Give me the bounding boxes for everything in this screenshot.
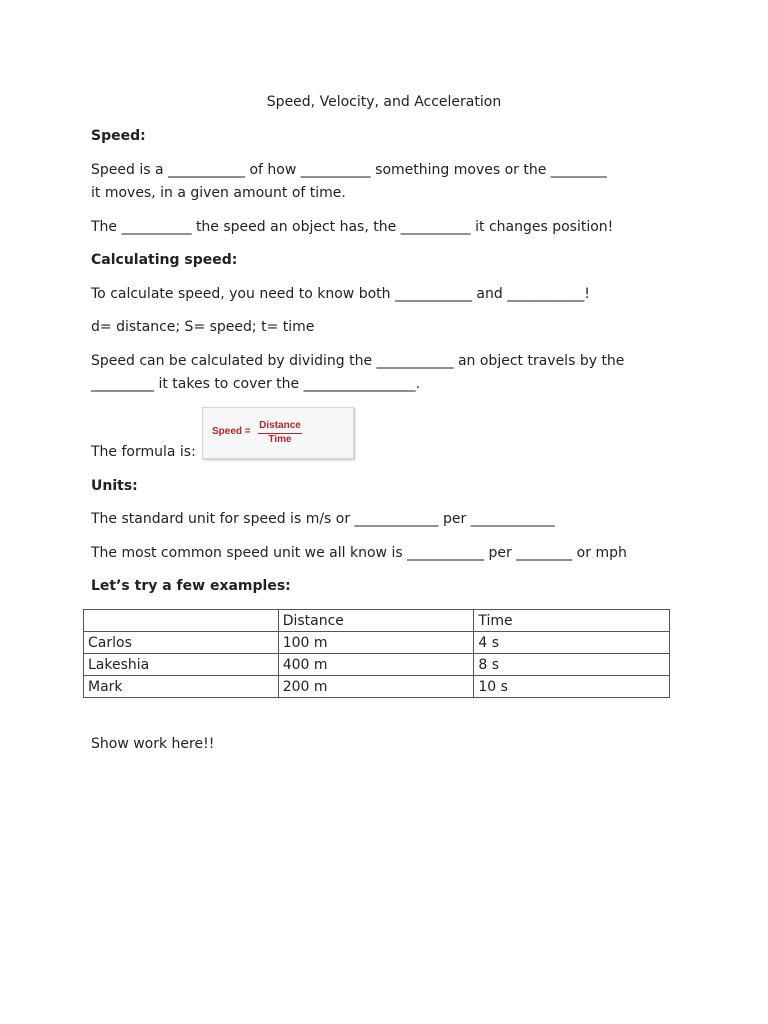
- table-row: [84, 654, 670, 676]
- common-unit-line: The most common speed unit we all know is ___________ per ________ or mph: [91, 545, 627, 561]
- dividing-line-1: Speed can be calculated by dividing the ___________ an object travels by the: [91, 353, 625, 369]
- units-heading: Units:: [91, 478, 138, 494]
- table-cell: Lakeshia: [84, 654, 279, 676]
- show-work-prompt: Show work here!!: [91, 736, 215, 752]
- table-cell: 200 m: [278, 676, 474, 698]
- table-header-cell: Distance: [278, 610, 474, 632]
- speed-formula-image: [202, 407, 354, 459]
- calculate-requirements-line: To calculate speed, you need to know both ___________ and ___________!: [91, 286, 590, 302]
- standard-unit-line: The standard unit for speed is m/s or ____________ per ____________: [91, 511, 555, 527]
- formula-label: The formula is:: [91, 444, 196, 460]
- table-cell: 4 s: [474, 632, 670, 654]
- calculating-speed-heading: Calculating speed:: [91, 252, 238, 268]
- table-header-cell: Time: [474, 610, 670, 632]
- table-header-row: [84, 610, 670, 632]
- table-row: [84, 676, 670, 698]
- dividing-line-2: _________ it takes to cover the ________________.: [91, 376, 421, 392]
- table-cell: 100 m: [278, 632, 474, 654]
- table-row: [84, 632, 670, 654]
- formula-denominator: Time: [268, 434, 292, 445]
- speed-definition-line-2: it moves, in a given amount of time.: [91, 185, 346, 201]
- formula-numerator: Distance: [259, 420, 301, 431]
- table-cell: 8 s: [474, 654, 670, 676]
- page-title: Speed, Velocity, and Acceleration: [266, 94, 502, 110]
- speed-change-line: The __________ the speed an object has, the __________ it changes position!: [91, 219, 614, 235]
- table-cell: Carlos: [84, 632, 279, 654]
- table-cell: 400 m: [278, 654, 474, 676]
- speed-definition-line-1: Speed is a ___________ of how __________ something moves or the ________: [91, 162, 607, 178]
- formula-lhs: Speed =: [212, 426, 251, 437]
- table-cell: Mark: [84, 676, 279, 698]
- table-header-cell: [84, 610, 279, 632]
- variables-line: d= distance; S= speed; t= time: [91, 319, 315, 335]
- examples-heading: Let’s try a few examples:: [91, 578, 291, 594]
- table-cell: 10 s: [474, 676, 670, 698]
- examples-table: [83, 609, 670, 698]
- speed-heading: Speed:: [91, 128, 146, 144]
